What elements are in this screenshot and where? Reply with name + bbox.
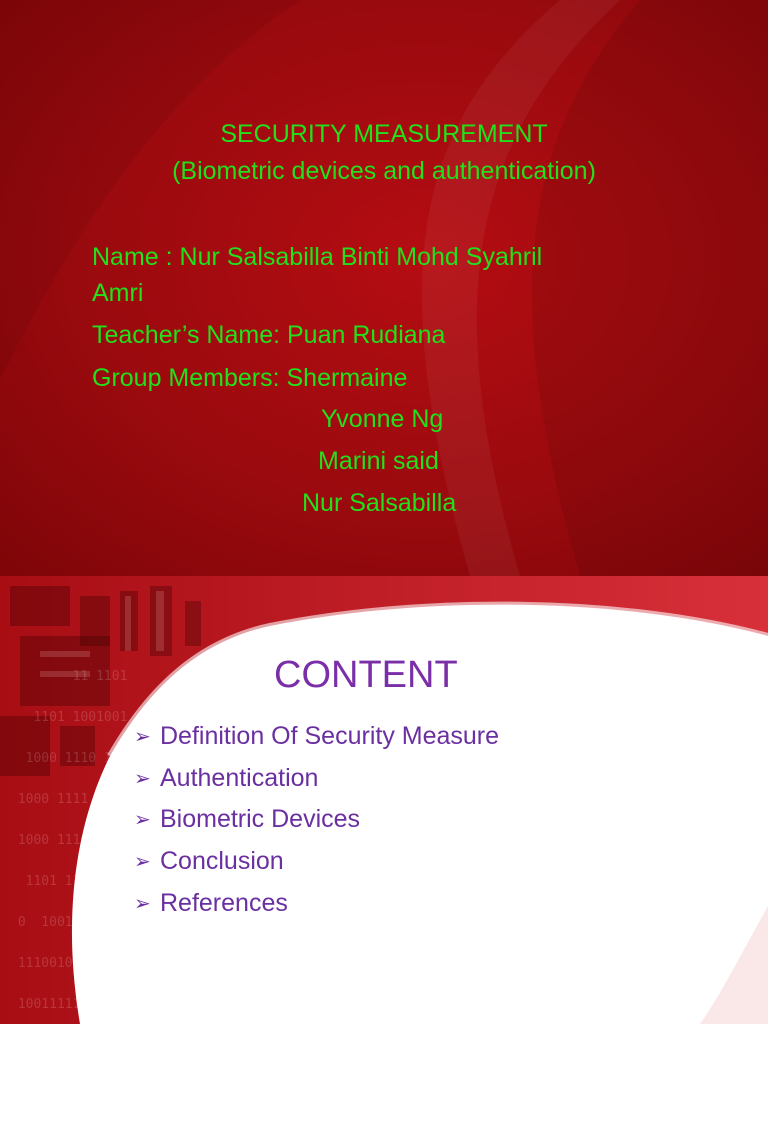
content-title: CONTENT [274, 654, 458, 696]
list-item-label: References [160, 888, 288, 917]
group-member: Marini said [318, 447, 439, 475]
arrow-bullet-icon: ➢ [134, 851, 151, 874]
list-item [134, 799, 499, 841]
arrow-bullet-icon: ➢ [134, 892, 151, 915]
content-slide [0, 576, 768, 1135]
arrow-bullet-icon: ➢ [134, 726, 151, 749]
list-item-label: Conclusion [160, 847, 284, 876]
presentation-title: SECURITY MEASUREMENT [220, 120, 548, 148]
student-name: Name : Nur Salsabilla Binti Mohd Syahril [92, 243, 543, 271]
arrow-bullet-icon: ➢ [134, 809, 151, 832]
group-member: Nur Salsabilla [302, 489, 457, 517]
content-list [134, 716, 499, 924]
group-members-label: Group Members: Shermaine [92, 364, 408, 392]
list-item-label: Biometric Devices [160, 805, 361, 834]
group-member: Yvonne Ng [321, 405, 444, 433]
list-item [134, 882, 499, 924]
arrow-bullet-icon: ➢ [134, 767, 151, 790]
student-name-continued: Amri [92, 279, 144, 307]
list-item-label: Authentication [160, 763, 319, 792]
teacher-name: Teacher’s Name: Puan Rudiana [92, 321, 446, 349]
list-item-label: Definition Of Security Measure [160, 722, 500, 751]
list-item [134, 716, 499, 758]
list-item [134, 841, 499, 883]
presentation-subtitle: (Biometric devices and authentication) [172, 157, 596, 185]
binary-pattern-decoration: 11 1101 1101 1001001 1000 1110 10001 1000 1111 010001 1000 1110 1000110 1101 1110 100011 0 10010 11 0000 1110010 11 0101 10011111 111001 10001 00011 0100 000 1110 10001 1 10 11 010001 [17, 669, 151, 1135]
list-item [134, 758, 499, 800]
